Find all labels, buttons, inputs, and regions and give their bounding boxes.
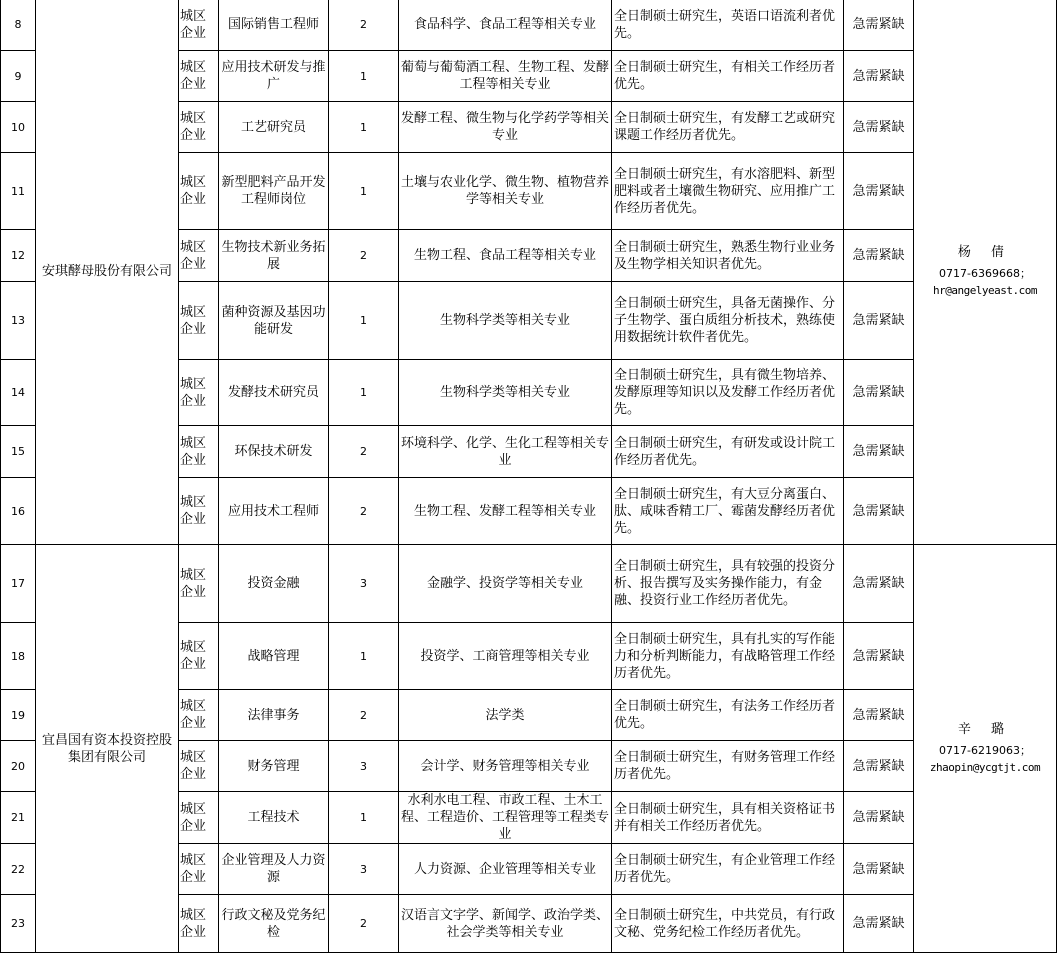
position-cell: 新型肥料产品开发工程师岗位 (219, 153, 329, 230)
enterprise-type-cell: 城区企业 (179, 102, 219, 153)
status-cell: 急需紧缺 (844, 102, 914, 153)
major-cell: 人力资源、企业管理等相关专业 (399, 844, 612, 895)
major-cell: 土壤与农业化学、微生物、植物营养学等相关专业 (399, 153, 612, 230)
enterprise-type-cell: 城区企业 (179, 230, 219, 282)
enterprise-type-cell: 城区企业 (179, 895, 219, 953)
major-cell: 环境科学、化学、生化工程等相关专业 (399, 426, 612, 478)
major-cell: 法学类 (399, 690, 612, 741)
row-number-cell: 8 (1, 0, 36, 51)
status-cell: 急需紧缺 (844, 230, 914, 282)
enterprise-type-cell: 城区企业 (179, 0, 219, 51)
requirement-cell: 全日制硕士研究生，具有相关资格证书并有相关工作经历者优先。 (612, 792, 844, 844)
row-number-cell: 19 (1, 690, 36, 741)
enterprise-type-cell: 城区企业 (179, 545, 219, 623)
requirement-cell: 全日制硕士研究生，有大豆分离蛋白、肽、咸味香精工厂、霉菌发酵经历者优先。 (612, 478, 844, 545)
headcount-cell: 1 (329, 360, 399, 426)
contact-phone: 0717-6369668； (939, 267, 1031, 280)
row-number-cell: 13 (1, 282, 36, 360)
position-cell: 应用技术研发与推广 (219, 51, 329, 102)
row-number-cell: 20 (1, 741, 36, 792)
position-cell: 应用技术工程师 (219, 478, 329, 545)
status-cell: 急需紧缺 (844, 741, 914, 792)
company-name-cell: 安琪酵母股份有限公司 (36, 0, 179, 545)
row-number-cell: 14 (1, 360, 36, 426)
headcount-cell: 3 (329, 741, 399, 792)
status-cell: 急需紧缺 (844, 792, 914, 844)
major-cell: 生物工程、发酵工程等相关专业 (399, 478, 612, 545)
row-number-cell: 12 (1, 230, 36, 282)
major-cell: 葡萄与葡萄酒工程、生物工程、发酵工程等相关专业 (399, 51, 612, 102)
contact-cell (914, 0, 1057, 545)
status-cell: 急需紧缺 (844, 282, 914, 360)
headcount-cell: 3 (329, 844, 399, 895)
enterprise-type-cell: 城区企业 (179, 51, 219, 102)
status-cell: 急需紧缺 (844, 360, 914, 426)
position-cell: 工艺研究员 (219, 102, 329, 153)
requirement-cell: 全日制硕士研究生，中共党员，有行政文秘、党务纪检工作经历者优先。 (612, 895, 844, 953)
position-cell: 菌种资源及基因功能研发 (219, 282, 329, 360)
status-cell: 急需紧缺 (844, 623, 914, 690)
position-cell: 投资金融 (219, 545, 329, 623)
row-number-cell: 9 (1, 51, 36, 102)
headcount-cell: 2 (329, 230, 399, 282)
requirement-cell: 全日制硕士研究生，有发酵工艺或研究课题工作经历者优先。 (612, 102, 844, 153)
requirement-cell: 全日制硕士研究生，具有微生物培养、发酵原理等知识以及发酵工作经历者优先。 (612, 360, 844, 426)
row-number-cell: 16 (1, 478, 36, 545)
headcount-cell: 2 (329, 690, 399, 741)
requirement-cell: 全日制硕士研究生，有财务管理工作经历者优先。 (612, 741, 844, 792)
status-cell: 急需紧缺 (844, 690, 914, 741)
table-row (1, 0, 1057, 51)
major-cell: 汉语言文字学、新闻学、政治学类、社会学类等相关专业 (399, 895, 612, 953)
major-cell: 生物科学类等相关专业 (399, 282, 612, 360)
contact-name: 辛 璐 (957, 722, 1013, 737)
major-cell: 生物科学类等相关专业 (399, 360, 612, 426)
table-body (1, 0, 1057, 953)
major-cell: 会计学、财务管理等相关专业 (399, 741, 612, 792)
row-number-cell: 17 (1, 545, 36, 623)
major-cell: 投资学、工商管理等相关专业 (399, 623, 612, 690)
status-cell: 急需紧缺 (844, 153, 914, 230)
table-row (1, 545, 1057, 623)
headcount-cell: 1 (329, 51, 399, 102)
requirement-cell: 全日制硕士研究生，具有扎实的写作能力和分析判断能力，有战略管理工作经历者优先。 (612, 623, 844, 690)
position-cell: 财务管理 (219, 741, 329, 792)
headcount-cell: 1 (329, 623, 399, 690)
position-cell: 战略管理 (219, 623, 329, 690)
status-cell: 急需紧缺 (844, 51, 914, 102)
headcount-cell: 2 (329, 895, 399, 953)
enterprise-type-cell: 城区企业 (179, 844, 219, 895)
position-cell: 行政文秘及党务纪检 (219, 895, 329, 953)
status-cell: 急需紧缺 (844, 895, 914, 953)
contact-email: hr@angelyeast.com (932, 284, 1038, 297)
requirement-cell: 全日制硕士研究生，熟悉生物行业业务及生物学相关知识者优先。 (612, 230, 844, 282)
headcount-cell: 1 (329, 102, 399, 153)
position-cell: 国际销售工程师 (219, 0, 329, 51)
position-cell: 企业管理及人力资源 (219, 844, 329, 895)
headcount-cell: 1 (329, 282, 399, 360)
enterprise-type-cell: 城区企业 (179, 690, 219, 741)
position-cell: 发酵技术研究员 (219, 360, 329, 426)
row-number-cell: 10 (1, 102, 36, 153)
enterprise-type-cell: 城区企业 (179, 282, 219, 360)
status-cell: 急需紧缺 (844, 426, 914, 478)
status-cell: 急需紧缺 (844, 545, 914, 623)
requirement-cell: 全日制硕士研究生，有研发或设计院工作经历者优先。 (612, 426, 844, 478)
headcount-cell: 2 (329, 426, 399, 478)
position-cell: 法律事务 (219, 690, 329, 741)
major-cell: 金融学、投资学等相关专业 (399, 545, 612, 623)
requirement-cell: 全日制硕士研究生，有水溶肥料、新型肥料或者土壤微生物研究、应用推广工作经历者优先。 (612, 153, 844, 230)
requirement-cell: 全日制硕士研究生，有企业管理工作经历者优先。 (612, 844, 844, 895)
requirement-cell: 全日制硕士研究生，有法务工作经历者优先。 (612, 690, 844, 741)
status-cell: 急需紧缺 (844, 478, 914, 545)
enterprise-type-cell: 城区企业 (179, 741, 219, 792)
major-cell: 发酵工程、微生物与化学药学等相关专业 (399, 102, 612, 153)
position-cell: 工程技术 (219, 792, 329, 844)
enterprise-type-cell: 城区企业 (179, 623, 219, 690)
position-cell: 生物技术新业务拓展 (219, 230, 329, 282)
headcount-cell: 1 (329, 792, 399, 844)
row-number-cell: 23 (1, 895, 36, 953)
enterprise-type-cell: 城区企业 (179, 426, 219, 478)
headcount-cell: 1 (329, 153, 399, 230)
row-number-cell: 18 (1, 623, 36, 690)
requirement-cell: 全日制硕士研究生，有相关工作经历者优先。 (612, 51, 844, 102)
requirement-cell: 全日制硕士研究生，具备无菌操作、分子生物学、蛋白质组分析技术，熟练使用数据统计软件者优先。 (612, 282, 844, 360)
row-number-cell: 15 (1, 426, 36, 478)
enterprise-type-cell: 城区企业 (179, 478, 219, 545)
enterprise-type-cell: 城区企业 (179, 792, 219, 844)
requirement-cell: 全日制硕士研究生，英语口语流利者优先。 (612, 0, 844, 51)
position-cell: 环保技术研发 (219, 426, 329, 478)
contact-cell (914, 545, 1057, 953)
major-cell: 水利水电工程、市政工程、土木工程、工程造价、工程管理等工程类专业 (399, 792, 612, 844)
headcount-cell: 2 (329, 0, 399, 51)
company-name-cell: 宜昌国有资本投资控股集团有限公司 (36, 545, 179, 953)
contact-email: zhaopin@ycgtjt.com (929, 761, 1041, 774)
status-cell: 急需紧缺 (844, 0, 914, 51)
headcount-cell: 3 (329, 545, 399, 623)
status-cell: 急需紧缺 (844, 844, 914, 895)
row-number-cell: 22 (1, 844, 36, 895)
contact-phone: 0717-6219063； (939, 744, 1031, 757)
enterprise-type-cell: 城区企业 (179, 153, 219, 230)
major-cell: 生物工程、食品工程等相关专业 (399, 230, 612, 282)
major-cell: 食品科学、食品工程等相关专业 (399, 0, 612, 51)
requirement-cell: 全日制硕士研究生，具有较强的投资分析、报告撰写及实务操作能力，有金融、投资行业工作经历者优先。 (612, 545, 844, 623)
enterprise-type-cell: 城区企业 (179, 360, 219, 426)
row-number-cell: 21 (1, 792, 36, 844)
contact-name: 杨 倩 (957, 245, 1013, 260)
headcount-cell: 2 (329, 478, 399, 545)
row-number-cell: 11 (1, 153, 36, 230)
